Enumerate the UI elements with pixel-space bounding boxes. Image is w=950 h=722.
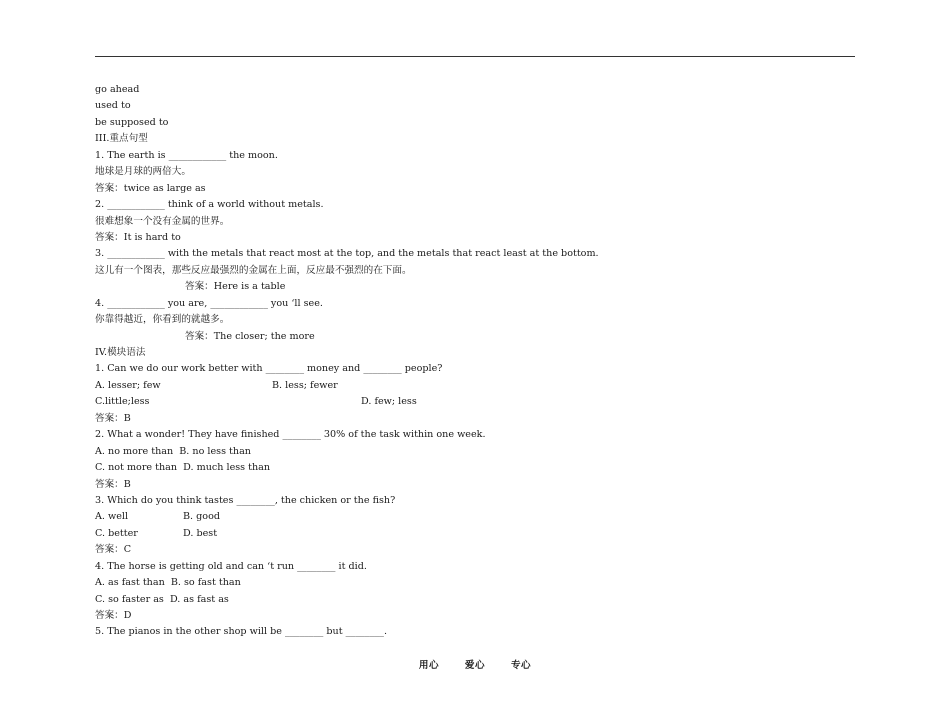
option-c: C. better — [95, 527, 138, 539]
answer-line: 答案：B — [95, 478, 131, 490]
phrase-line: go ahead — [95, 84, 140, 95]
option-b: B. less; fewer — [272, 379, 338, 391]
footer-word: 专心 — [510, 660, 532, 671]
options-line — [95, 526, 855, 542]
question-line: 1. Can we do our work better with ________ money and ________ people? — [95, 363, 443, 375]
options-line — [95, 378, 855, 394]
header-rule — [95, 56, 855, 57]
translation-line: 地球是月球的两倍大。 — [95, 166, 191, 178]
section-heading: III.重点句型 — [95, 133, 148, 145]
question-line: 1. The earth is ____________ the moon. — [95, 149, 278, 161]
option-d: D. best — [183, 527, 218, 539]
answer-line: 答案：B — [95, 412, 131, 424]
option-d: D. few; less — [361, 396, 417, 408]
footer-word: 用心 — [418, 660, 440, 671]
options-line: A. no more than B. no less than — [95, 445, 251, 457]
phrase-line: be supposed to — [95, 116, 169, 128]
translation-line: 这儿有一个图表，那些反应最强烈的金属在上面，反应最不强烈的在下面。 — [95, 264, 412, 276]
question-line: 5. The pianos in the other shop will be ________ but ________. — [95, 626, 388, 638]
translation-line: 很难想象一个没有金属的世界。 — [95, 215, 230, 227]
question-line: 4. The horse is getting old and can ‘t run ________ it did. — [95, 560, 367, 572]
answer-line: 答案：It is hard to — [95, 231, 181, 243]
phrase-line: used to — [95, 100, 131, 112]
answer-line: 答案：C — [95, 544, 132, 556]
option-b: B. good — [183, 511, 220, 523]
answer-line: 答案：D — [95, 610, 132, 621]
question-line: 2. What a wonder! They have finished ________ 30% of the task within one week. — [95, 429, 486, 441]
question-line: 3. Which do you think tastes ________, the chicken or the fish? — [95, 494, 396, 506]
options-line: A. as fast than B. so fast than — [95, 577, 241, 589]
option-a: A. lesser; few — [95, 379, 161, 391]
answer-line: 答案：twice as large as — [95, 182, 206, 194]
options-line — [95, 394, 855, 410]
options-line — [95, 509, 855, 525]
document-body — [95, 82, 855, 641]
options-line: C. so faster as D. as fast as — [95, 593, 229, 605]
option-c: C.little;less — [95, 396, 150, 408]
question-line: 4. ____________ you are, ____________ you ‘ll see. — [95, 297, 323, 309]
translation-line: 你靠得越近，你看到的就越多。 — [95, 314, 230, 326]
page-footer — [0, 657, 950, 671]
answer-line: 答案：Here is a table — [185, 281, 286, 293]
section-heading: IV.模块语法 — [95, 347, 146, 358]
question-line: 2. ____________ think of a world without metals. — [95, 199, 324, 211]
option-a: A. well — [95, 511, 129, 523]
options-line: C. not more than D. much less than — [95, 462, 271, 474]
footer-word: 爱心 — [464, 660, 486, 671]
answer-line: 答案：The closer; the more — [185, 330, 315, 342]
question-line: 3. ____________ with the metals that react most at the top, and the metals that react least at the bottom. — [95, 248, 599, 260]
